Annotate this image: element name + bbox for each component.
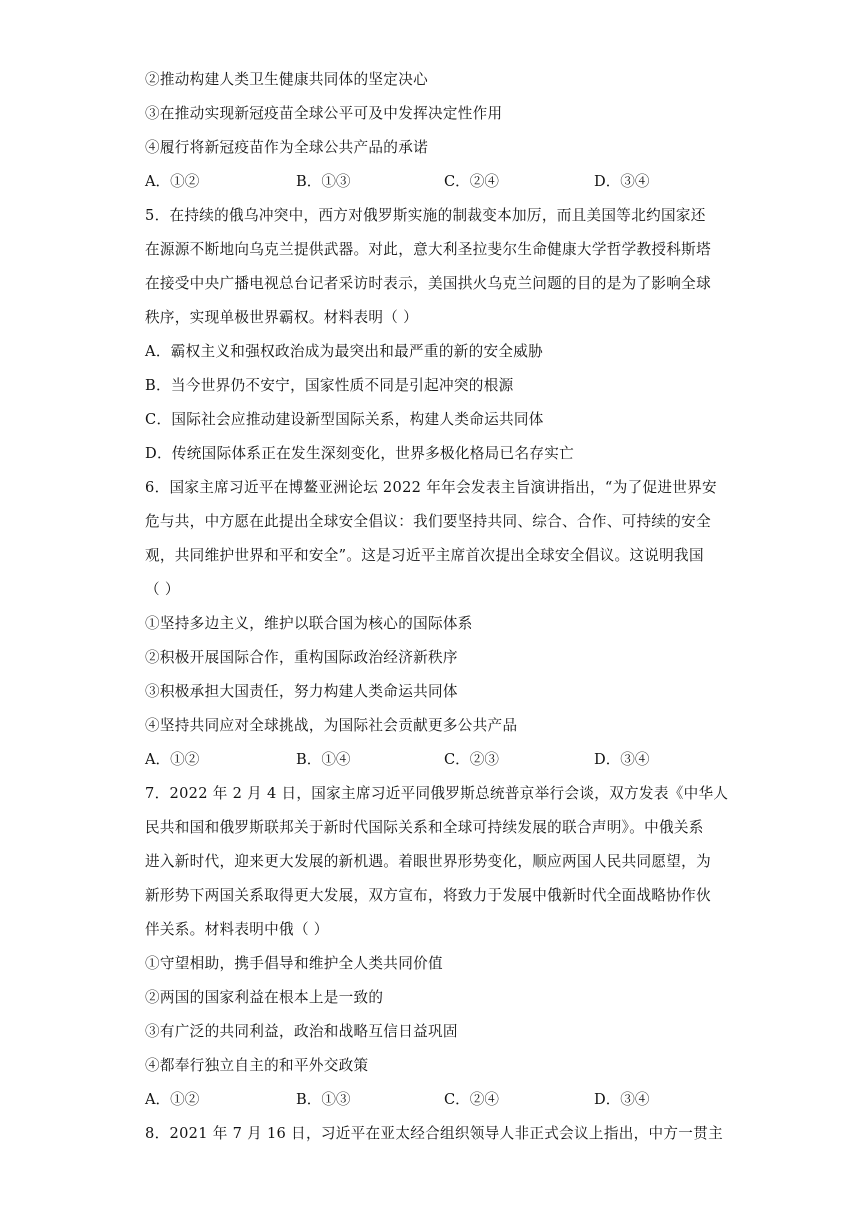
q6-stem-line: 危与共，中方愿在此提出全球安全倡议：我们要坚持共同、综合、合作、可持续的安全: [145, 513, 711, 530]
q6-option-c: C．②③: [444, 751, 499, 768]
q6-option-b: B．①④: [296, 751, 351, 768]
q7-option-a: A．①②: [145, 1091, 200, 1108]
q7-stem-line: 7．2022 年 2 月 4 日，国家主席习近平同俄罗斯总统普京举行会谈，双方发表《中华人: [145, 785, 729, 802]
q4-option-b: B．①③: [296, 173, 351, 190]
q5-option-a: A．霸权主义和强权政治成为最突出和最严重的新的安全威胁: [145, 343, 544, 360]
q7-option-d: D．③④: [594, 1091, 650, 1108]
q5-stem-line: 在接受中央广播电视总台记者采访时表示，美国拱火乌克兰问题的目的是为了影响全球: [145, 275, 711, 292]
q6-stem-line: 6．国家主席习近平在博鳌亚洲论坛 2022 年年会发表主旨演讲指出，“为了促进世界安: [145, 479, 717, 496]
q4-option-a: A．①②: [145, 173, 200, 190]
q4-item-3: ③在推动实现新冠疫苗全球公平可及中发挥决定性作用: [145, 105, 503, 122]
q5-stem-line: 秩序，实现单极世界霸权。材料表明（ ）: [145, 309, 419, 326]
q7-stem-line: 伴关系。材料表明中俄（ ）: [145, 921, 329, 938]
q5-option-d: D．传统国际体系正在发生深刻变化，世界多极化格局已名存实亡: [145, 445, 575, 462]
q4-option-c: C．②④: [444, 173, 499, 190]
q7-option-b: B．①③: [296, 1091, 351, 1108]
q6-item-3: ③积极承担大国责任，努力构建人类命运共同体: [145, 683, 458, 700]
q5-option-b: B．当今世界仍不安宁，国家性质不同是引起冲突的根源: [145, 377, 514, 394]
q6-option-a: A．①②: [145, 751, 200, 768]
q6-item-1: ①坚持多边主义，维护以联合国为核心的国际体系: [145, 615, 473, 632]
q6-item-2: ②积极开展国际合作，重构国际政治经济新秩序: [145, 649, 458, 666]
q4-option-d: D．③④: [594, 173, 650, 190]
q6-option-d: D．③④: [594, 751, 650, 768]
q7-item-1: ①守望相助，携手倡导和维护全人类共同价值: [145, 955, 443, 972]
q7-item-2: ②两国的国家利益在根本上是一致的: [145, 989, 384, 1006]
q5-stem-line: 在源源不断地向乌克兰提供武器。对此，意大利圣拉斐尔生命健康大学哲学教授科斯塔: [145, 241, 711, 258]
q7-stem-line: 进入新时代，迎来更大发展的新机遇。着眼世界形势变化，顺应两国人民共同愿望，为: [145, 853, 711, 870]
q6-stem-line: 观，共同维护世界和平和安全”。这是习近平主席首次提出全球安全倡议。这说明我国: [145, 547, 704, 564]
q5-option-c: C．国际社会应推动建设新型国际关系，构建人类命运共同体: [145, 411, 544, 428]
q4-item-4: ④履行将新冠疫苗作为全球公共产品的承诺: [145, 139, 428, 156]
q6-stem-line: （ ）: [145, 581, 180, 598]
q7-option-c: C．②④: [444, 1091, 499, 1108]
q4-item-2: ②推动构建人类卫生健康共同体的坚定决心: [145, 71, 428, 88]
q7-item-4: ④都奉行独立自主的和平外交政策: [145, 1057, 369, 1074]
q7-stem-line: 新形势下两国关系取得更大发展，双方宣布，将致力于发展中俄新时代全面战略协作伙: [145, 887, 711, 904]
q6-item-4: ④坚持共同应对全球挑战，为国际社会贡献更多公共产品: [145, 717, 518, 734]
q5-stem-line: 5．在持续的俄乌冲突中，西方对俄罗斯实施的制裁变本加厉，而且美国等北约国家还: [145, 207, 706, 224]
q7-item-3: ③有广泛的共同利益，政治和战略互信日益巩固: [145, 1023, 458, 1040]
q7-stem-line: 民共和国和俄罗斯联邦关于新时代国际关系和全球可持续发展的联合声明》。中俄关系: [145, 819, 704, 836]
q8-stem-line: 8．2021 年 7 月 16 日，习近平在亚太经合组织领导人非正式会议上指出，中方一贯主: [145, 1125, 723, 1142]
